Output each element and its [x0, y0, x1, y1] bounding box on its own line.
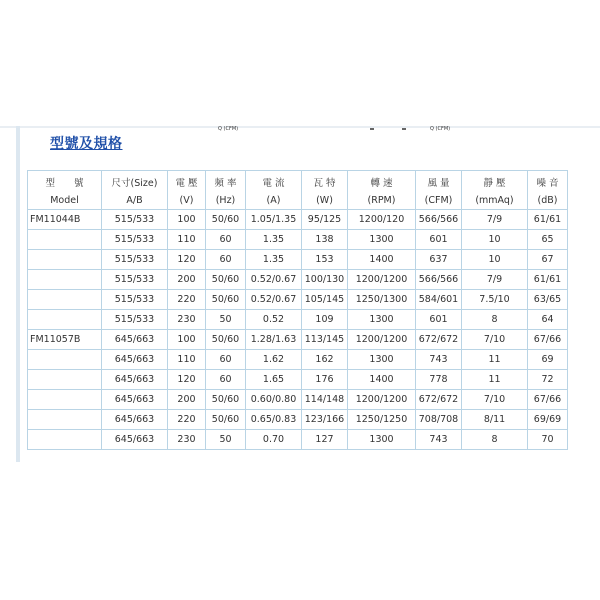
- cell-noise: 69: [528, 350, 568, 370]
- column-header-model: 型 號: [28, 171, 102, 192]
- cell-cfm: 778: [416, 370, 462, 390]
- cell-rpm: 1200/1200: [348, 270, 416, 290]
- cell-freq: 60: [206, 250, 246, 270]
- table-row: [28, 210, 568, 230]
- cell-cfm: 708/708: [416, 410, 462, 430]
- cell-model: [28, 230, 102, 250]
- column-header-noise: 噪 音: [528, 171, 568, 192]
- cell-current: 0.52/0.67: [246, 270, 302, 290]
- cell-cfm: 637: [416, 250, 462, 270]
- cell-pressure: 11: [462, 370, 528, 390]
- cell-size: 645/663: [102, 410, 168, 430]
- table-row: [28, 290, 568, 310]
- mark-dot: [402, 128, 406, 130]
- cell-voltage: 100: [168, 330, 206, 350]
- cell-cfm: 584/601: [416, 290, 462, 310]
- column-unit-current: (A): [246, 191, 302, 210]
- table-row: [28, 410, 568, 430]
- cell-pressure: 7/9: [462, 270, 528, 290]
- cell-model: [28, 290, 102, 310]
- cell-model: [28, 370, 102, 390]
- cell-watt: 114/148: [302, 390, 348, 410]
- cell-size: 515/533: [102, 250, 168, 270]
- cell-watt: 100/130: [302, 270, 348, 290]
- column-unit-model: Model: [28, 191, 102, 210]
- cell-current: 1.35: [246, 230, 302, 250]
- page-title: 型號及規格: [50, 136, 123, 152]
- cell-freq: 50/60: [206, 290, 246, 310]
- column-unit-watt: (W): [302, 191, 348, 210]
- flow-note-2: Q (CFM): [430, 126, 451, 132]
- cell-rpm: 1200/1200: [348, 390, 416, 410]
- column-header-rpm: 轉 速: [348, 171, 416, 192]
- cell-freq: 60: [206, 370, 246, 390]
- cell-noise: 64: [528, 310, 568, 330]
- table-row: [28, 270, 568, 290]
- table-row: [28, 390, 568, 410]
- cell-model: [28, 250, 102, 270]
- cell-noise: 61/61: [528, 210, 568, 230]
- cell-current: 1.28/1.63: [246, 330, 302, 350]
- column-header-voltage: 電 壓: [168, 171, 206, 192]
- cell-pressure: 7/10: [462, 390, 528, 410]
- cell-freq: 50/60: [206, 210, 246, 230]
- cell-current: 1.62: [246, 350, 302, 370]
- column-unit-size: A/B: [102, 191, 168, 210]
- table-row: [28, 330, 568, 350]
- cell-rpm: 1400: [348, 250, 416, 270]
- header-row-bottom: [28, 191, 568, 210]
- cell-rpm: 1250/1250: [348, 410, 416, 430]
- cell-watt: 95/125: [302, 210, 348, 230]
- cell-current: 1.35: [246, 250, 302, 270]
- column-unit-noise: (dB): [528, 191, 568, 210]
- column-header-watt: 瓦 特: [302, 171, 348, 192]
- cell-pressure: 8/11: [462, 410, 528, 430]
- column-unit-pressure: (mmAq): [462, 191, 528, 210]
- table-row: [28, 230, 568, 250]
- cell-model: [28, 270, 102, 290]
- cell-rpm: 1250/1300: [348, 290, 416, 310]
- cell-size: 645/663: [102, 330, 168, 350]
- cell-size: 515/533: [102, 290, 168, 310]
- cell-current: 0.60/0.80: [246, 390, 302, 410]
- cell-cfm: 672/672: [416, 390, 462, 410]
- cell-rpm: 1400: [348, 370, 416, 390]
- cell-noise: 67/66: [528, 390, 568, 410]
- cell-size: 645/663: [102, 350, 168, 370]
- cell-rpm: 1300: [348, 430, 416, 450]
- cell-size: 645/663: [102, 430, 168, 450]
- cell-rpm: 1200/120: [348, 210, 416, 230]
- column-unit-voltage: (V): [168, 191, 206, 210]
- cell-noise: 69/69: [528, 410, 568, 430]
- column-header-cfm: 風 量: [416, 171, 462, 192]
- header-row-top: [28, 171, 568, 192]
- cell-watt: 138: [302, 230, 348, 250]
- cell-voltage: 120: [168, 250, 206, 270]
- column-header-current: 電 流: [246, 171, 302, 192]
- cell-noise: 61/61: [528, 270, 568, 290]
- cell-pressure: 11: [462, 350, 528, 370]
- cell-size: 515/533: [102, 310, 168, 330]
- cell-voltage: 120: [168, 370, 206, 390]
- cell-freq: 50/60: [206, 390, 246, 410]
- cell-noise: 70: [528, 430, 568, 450]
- cell-watt: 105/145: [302, 290, 348, 310]
- cell-watt: 176: [302, 370, 348, 390]
- cell-cfm: 672/672: [416, 330, 462, 350]
- cell-current: 0.65/0.83: [246, 410, 302, 430]
- cell-pressure: 7/9: [462, 210, 528, 230]
- cell-noise: 65: [528, 230, 568, 250]
- table-body: [28, 210, 568, 450]
- cell-noise: 67: [528, 250, 568, 270]
- cell-watt: 127: [302, 430, 348, 450]
- cell-model: FM11044B: [28, 210, 102, 230]
- cell-cfm: 601: [416, 310, 462, 330]
- cell-voltage: 230: [168, 430, 206, 450]
- cell-rpm: 1300: [348, 230, 416, 250]
- cell-model: [28, 430, 102, 450]
- cell-current: 1.65: [246, 370, 302, 390]
- cell-pressure: 10: [462, 230, 528, 250]
- cell-model: [28, 390, 102, 410]
- cell-watt: 113/145: [302, 330, 348, 350]
- cell-watt: 109: [302, 310, 348, 330]
- cell-freq: 60: [206, 350, 246, 370]
- cell-cfm: 743: [416, 350, 462, 370]
- cell-current: 1.05/1.35: [246, 210, 302, 230]
- cell-pressure: 10: [462, 250, 528, 270]
- cell-pressure: 7/10: [462, 330, 528, 350]
- cell-model: [28, 310, 102, 330]
- column-unit-cfm: (CFM): [416, 191, 462, 210]
- cell-current: 0.52/0.67: [246, 290, 302, 310]
- cell-voltage: 220: [168, 410, 206, 430]
- cell-voltage: 220: [168, 290, 206, 310]
- cell-cfm: 743: [416, 430, 462, 450]
- cell-noise: 63/65: [528, 290, 568, 310]
- cell-watt: 153: [302, 250, 348, 270]
- cell-voltage: 230: [168, 310, 206, 330]
- cell-pressure: 7.5/10: [462, 290, 528, 310]
- cell-voltage: 200: [168, 390, 206, 410]
- cell-current: 0.52: [246, 310, 302, 330]
- spec-table: [27, 170, 568, 450]
- cell-freq: 50/60: [206, 330, 246, 350]
- cell-watt: 123/166: [302, 410, 348, 430]
- cell-size: 645/663: [102, 390, 168, 410]
- cell-cfm: 566/566: [416, 270, 462, 290]
- cell-model: FM11057B: [28, 330, 102, 350]
- cell-watt: 162: [302, 350, 348, 370]
- cell-noise: 72: [528, 370, 568, 390]
- cell-cfm: 601: [416, 230, 462, 250]
- cell-rpm: 1200/1200: [348, 330, 416, 350]
- cell-rpm: 1300: [348, 350, 416, 370]
- cell-freq: 50/60: [206, 270, 246, 290]
- column-unit-freq: (Hz): [206, 191, 246, 210]
- column-unit-rpm: (RPM): [348, 191, 416, 210]
- top-divider: [0, 126, 600, 128]
- left-accent-bar: [16, 126, 20, 462]
- cell-freq: 50/60: [206, 410, 246, 430]
- cell-voltage: 100: [168, 210, 206, 230]
- cell-pressure: 8: [462, 310, 528, 330]
- cell-rpm: 1300: [348, 310, 416, 330]
- table-row: [28, 370, 568, 390]
- mark-dot: [370, 128, 374, 130]
- cell-size: 645/663: [102, 370, 168, 390]
- cell-freq: 50: [206, 430, 246, 450]
- cell-freq: 50: [206, 310, 246, 330]
- cell-size: 515/533: [102, 230, 168, 250]
- cell-voltage: 110: [168, 230, 206, 250]
- cell-current: 0.70: [246, 430, 302, 450]
- cell-cfm: 566/566: [416, 210, 462, 230]
- cell-size: 515/533: [102, 270, 168, 290]
- column-header-pressure: 靜 壓: [462, 171, 528, 192]
- column-header-size: 尺寸(Size): [102, 171, 168, 192]
- cell-voltage: 110: [168, 350, 206, 370]
- cell-pressure: 8: [462, 430, 528, 450]
- column-header-freq: 頻 率: [206, 171, 246, 192]
- cell-freq: 60: [206, 230, 246, 250]
- table-row: [28, 250, 568, 270]
- cell-model: [28, 410, 102, 430]
- flow-note-1: Q (CFM): [218, 126, 239, 132]
- cell-size: 515/533: [102, 210, 168, 230]
- table-row: [28, 350, 568, 370]
- table-row: [28, 310, 568, 330]
- cell-model: [28, 350, 102, 370]
- cell-noise: 67/66: [528, 330, 568, 350]
- table-row: [28, 430, 568, 450]
- cell-voltage: 200: [168, 270, 206, 290]
